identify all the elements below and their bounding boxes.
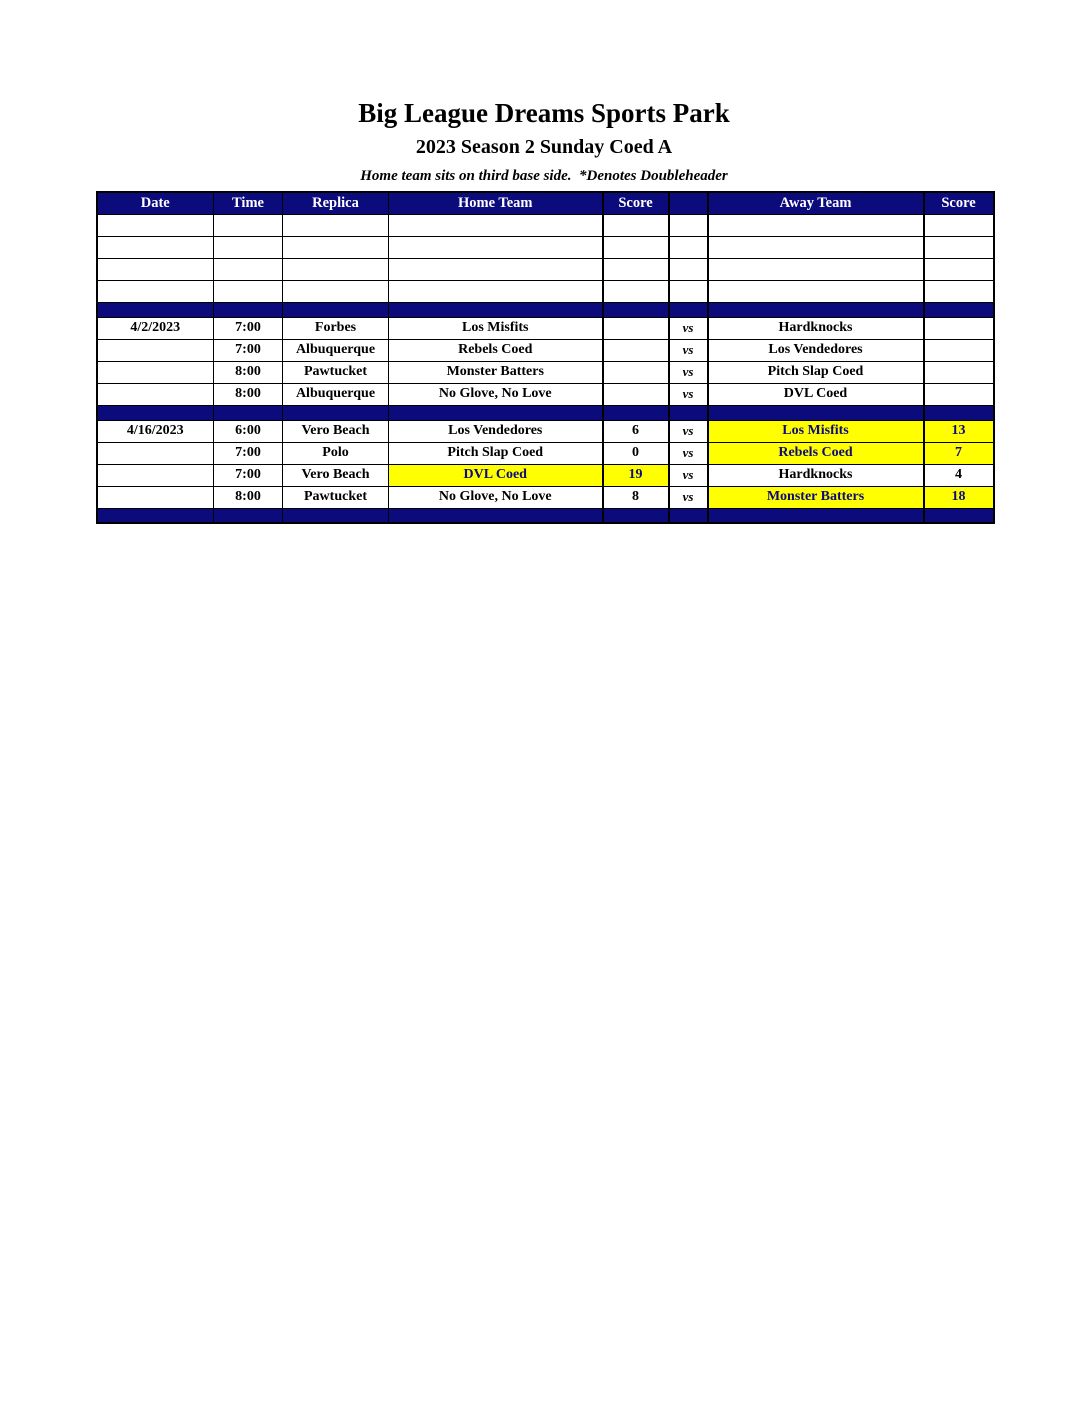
cell-replica: Pawtucket <box>283 486 389 508</box>
blank-cell <box>214 214 283 236</box>
separator-cell <box>97 405 214 420</box>
cell-time: 8:00 <box>214 361 283 383</box>
separator-cell <box>603 508 669 523</box>
game-row <box>97 442 994 464</box>
separator-cell <box>924 508 994 523</box>
cell-away-team: Los Misfits <box>708 420 924 442</box>
blank-cell <box>214 258 283 280</box>
separator-cell <box>924 302 994 317</box>
blank-cell <box>708 280 924 302</box>
cell-away-score <box>924 317 994 339</box>
blank-cell <box>214 236 283 258</box>
separator-cell <box>283 508 389 523</box>
cell-home-team: No Glove, No Love <box>389 486 603 508</box>
separator-cell <box>389 405 603 420</box>
cell-away-team: Rebels Coed <box>708 442 924 464</box>
cell-vs: vs <box>669 361 708 383</box>
cell-away-score: 7 <box>924 442 994 464</box>
separator-cell <box>603 302 669 317</box>
blank-cell <box>214 280 283 302</box>
cell-home-score: 0 <box>603 442 669 464</box>
separator-cell <box>214 405 283 420</box>
cell-vs: vs <box>669 383 708 405</box>
blank-cell <box>283 236 389 258</box>
column-header-date: Date <box>97 192 214 214</box>
cell-vs: vs <box>669 339 708 361</box>
blank-cell <box>389 280 603 302</box>
cell-home-score: 19 <box>603 464 669 486</box>
separator-cell <box>97 302 214 317</box>
blank-row <box>97 280 994 302</box>
separator-cell <box>669 302 708 317</box>
cell-vs: vs <box>669 420 708 442</box>
cell-away-score: 18 <box>924 486 994 508</box>
column-header-home-team: Home Team <box>389 192 603 214</box>
separator-row <box>97 302 994 317</box>
blank-row <box>97 236 994 258</box>
cell-home-team: Monster Batters <box>389 361 603 383</box>
table-header <box>97 192 994 214</box>
blank-cell <box>97 280 214 302</box>
cell-away-score <box>924 361 994 383</box>
column-header-time: Time <box>214 192 283 214</box>
blank-cell <box>669 236 708 258</box>
cell-home-score <box>603 361 669 383</box>
cell-home-team: Rebels Coed <box>389 339 603 361</box>
page-title: Big League Dreams Sports Park <box>358 98 730 128</box>
blank-cell <box>924 214 994 236</box>
game-row <box>97 420 994 442</box>
cell-vs: vs <box>669 464 708 486</box>
home-team-note: Home team sits on third base side. *Denotes Doubleheader <box>360 168 728 184</box>
cell-away-score: 13 <box>924 420 994 442</box>
cell-time: 7:00 <box>214 464 283 486</box>
cell-replica: Albuquerque <box>283 383 389 405</box>
cell-time: 8:00 <box>214 383 283 405</box>
cell-home-team: Los Misfits <box>389 317 603 339</box>
cell-date <box>97 383 214 405</box>
blank-cell <box>283 258 389 280</box>
cell-away-score <box>924 383 994 405</box>
game-row <box>97 317 994 339</box>
cell-away-team: Monster Batters <box>708 486 924 508</box>
blank-cell <box>669 280 708 302</box>
cell-home-team: Pitch Slap Coed <box>389 442 603 464</box>
separator-cell <box>924 405 994 420</box>
separator-cell <box>389 302 603 317</box>
cell-home-team: No Glove, No Love <box>389 383 603 405</box>
separator-cell <box>97 508 214 523</box>
blank-cell <box>603 236 669 258</box>
blank-cell <box>389 214 603 236</box>
cell-away-score <box>924 339 994 361</box>
cell-away-team: Los Vendedores <box>708 339 924 361</box>
cell-time: 8:00 <box>214 486 283 508</box>
cell-away-team: Pitch Slap Coed <box>708 361 924 383</box>
separator-cell <box>283 405 389 420</box>
cell-home-score: 6 <box>603 420 669 442</box>
cell-time: 7:00 <box>214 339 283 361</box>
cell-time: 7:00 <box>214 442 283 464</box>
blank-cell <box>708 258 924 280</box>
cell-home-score <box>603 383 669 405</box>
game-row <box>97 383 994 405</box>
cell-home-team: DVL Coed <box>389 464 603 486</box>
blank-row <box>97 214 994 236</box>
cell-time: 6:00 <box>214 420 283 442</box>
blank-cell <box>669 258 708 280</box>
cell-date <box>97 339 214 361</box>
cell-vs: vs <box>669 317 708 339</box>
blank-cell <box>97 258 214 280</box>
blank-cell <box>708 236 924 258</box>
separator-cell <box>669 508 708 523</box>
game-row <box>97 361 994 383</box>
column-header-home-score: Score <box>603 192 669 214</box>
separator-cell <box>669 405 708 420</box>
blank-cell <box>669 214 708 236</box>
cell-date <box>97 486 214 508</box>
column-header-away-team: Away Team <box>708 192 924 214</box>
column-header-vs <box>669 192 708 214</box>
page-subtitle: 2023 Season 2 Sunday Coed A <box>415 136 673 158</box>
schedule-table <box>96 191 995 524</box>
cell-date: 4/16/2023 <box>97 420 214 442</box>
cell-home-score: 8 <box>603 486 669 508</box>
blank-cell <box>708 214 924 236</box>
blank-row <box>97 258 994 280</box>
separator-cell <box>214 508 283 523</box>
cell-home-score <box>603 339 669 361</box>
cell-date <box>97 361 214 383</box>
blank-cell <box>97 214 214 236</box>
cell-date <box>97 464 214 486</box>
cell-away-team: Hardknocks <box>708 464 924 486</box>
cell-replica: Pawtucket <box>283 361 389 383</box>
blank-cell <box>283 280 389 302</box>
blank-cell <box>603 214 669 236</box>
separator-cell <box>283 302 389 317</box>
column-header-replica: Replica <box>283 192 389 214</box>
cell-date <box>97 442 214 464</box>
blank-cell <box>97 236 214 258</box>
schedule-page <box>96 0 993 524</box>
cell-replica: Albuquerque <box>283 339 389 361</box>
cell-vs: vs <box>669 442 708 464</box>
separator-cell <box>708 508 924 523</box>
cell-replica: Vero Beach <box>283 420 389 442</box>
cell-date: 4/2/2023 <box>97 317 214 339</box>
cell-home-score <box>603 317 669 339</box>
separator-row <box>97 508 994 523</box>
cell-away-team: DVL Coed <box>708 383 924 405</box>
cell-vs: vs <box>669 486 708 508</box>
cell-time: 7:00 <box>214 317 283 339</box>
cell-away-team: Hardknocks <box>708 317 924 339</box>
cell-replica: Vero Beach <box>283 464 389 486</box>
blank-cell <box>603 280 669 302</box>
separator-cell <box>708 405 924 420</box>
game-row <box>97 339 994 361</box>
header-row <box>97 192 994 214</box>
blank-cell <box>389 258 603 280</box>
blank-cell <box>389 236 603 258</box>
column-header-away-score: Score <box>924 192 994 214</box>
separator-cell <box>708 302 924 317</box>
cell-away-score: 4 <box>924 464 994 486</box>
game-row <box>97 464 994 486</box>
blank-cell <box>603 258 669 280</box>
separator-cell <box>214 302 283 317</box>
cell-replica: Polo <box>283 442 389 464</box>
cell-replica: Forbes <box>283 317 389 339</box>
separator-cell <box>389 508 603 523</box>
blank-cell <box>924 258 994 280</box>
game-row <box>97 486 994 508</box>
blank-cell <box>924 280 994 302</box>
cell-home-team: Los Vendedores <box>389 420 603 442</box>
blank-cell <box>283 214 389 236</box>
separator-cell <box>603 405 669 420</box>
blank-cell <box>924 236 994 258</box>
separator-row <box>97 405 994 420</box>
